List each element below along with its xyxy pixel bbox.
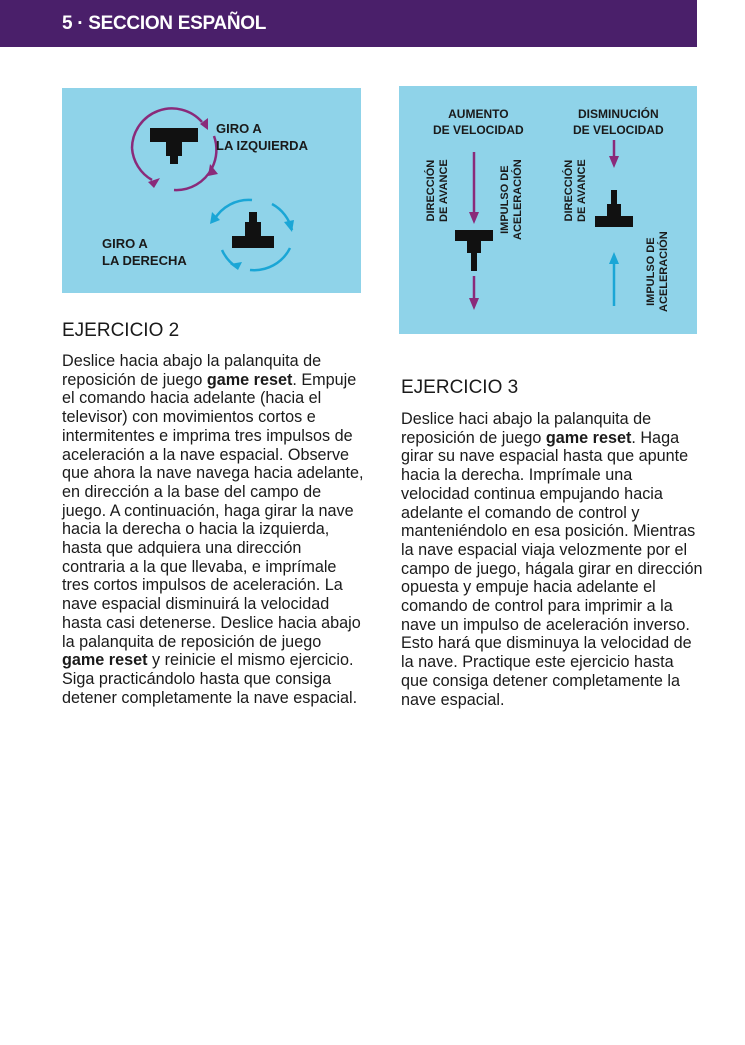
ship-speed-up-icon: [455, 230, 493, 271]
exercise-2-text-part-3: y reinicie el mismo ejercicio. Siga practicándolo hasta que consiga detener completamente la nave espacial.: [62, 651, 358, 707]
exercise-2-game-reset-2: game reset: [62, 651, 148, 670]
exercise-2-heading: EJERCICIO 2: [62, 320, 180, 341]
speed-diagram: [399, 86, 697, 334]
exercise-2-game-reset-1: game reset: [206, 370, 293, 389]
label-left-turn: GIRO A LA IZQUIERDA: [216, 121, 308, 153]
label-right-turn: GIRO A LA DERECHA: [102, 236, 187, 268]
exercise-2-text-part-1: Deslice hacia abajo la palanquita de reposición de juego: [62, 352, 322, 389]
exercise-2-text: [62, 352, 364, 707]
exercise-3-text-part-2: . Haga girar su nave espacial hasta que apunte hacia la derecha. Imprímale una velocidad continua empujando hacia adelante el comando de control y manteniéndolo en esa posición. Mientras la nave espacial viaja velozmente por el campo de juego, hágala girar en dirección opuesta y empuje hacia adelante el comando de control para imprimir a la nave un impulso de aceleración inverso. Esto hará que disminuya la velocidad de la nave. Practique este ejercicio hasta que consiga detener completamente la nave espacial.: [401, 428, 703, 709]
ship-left-turn-icon: [150, 128, 198, 164]
label-thrust-1: IMPULSO DE ACELERACIÓN: [499, 159, 524, 240]
exercise-3-text: [401, 410, 705, 709]
ship-slow-down-icon: [595, 190, 633, 227]
exercise-3-heading: EJERCICIO 3: [401, 377, 519, 398]
ship-right-turn-icon: [232, 212, 274, 248]
section-header-bar: [0, 0, 697, 47]
exercise-3-text-part-1: Deslice haci abajo la palanquita de reposición de juego: [401, 410, 652, 447]
exercise-2-text-part-2: . Empuje el comando hacia adelante (hacia el televisor) con movimientos cortos e intermitentes e imprima tres impulsos de aceleración a la nave espacial. Observe que ahora la nave navega hacia adelante, en dirección a la base del campo de juego. A continuación, haga girar la nave hacia la derecha o hacia la izquierda, hasta que adquiera una dirección contraria a la que llevaba, e imprímale tres cortos impulsos de aceleración. La nave espacial disminuirá la velocidad hasta casi detenerse. Deslice hacia abajo la palanquita de reposición de juego: [62, 370, 364, 651]
label-slow-down: DISMINUCIÓN DE VELOCIDAD: [573, 107, 664, 137]
section-title: 5 · SECCION ESPAÑOL: [62, 13, 267, 34]
exercise-3-game-reset: game reset: [545, 428, 632, 447]
label-direction-2: DIRECCIÓN DE AVANCE: [563, 159, 588, 222]
label-speed-up: AUMENTO DE VELOCIDAD: [433, 107, 524, 137]
turning-diagram: [62, 88, 361, 293]
label-thrust-2: IMPULSO DE ACELERACIÓN: [645, 231, 670, 312]
label-direction-1: DIRECCIÓN DE AVANCE: [425, 159, 450, 222]
